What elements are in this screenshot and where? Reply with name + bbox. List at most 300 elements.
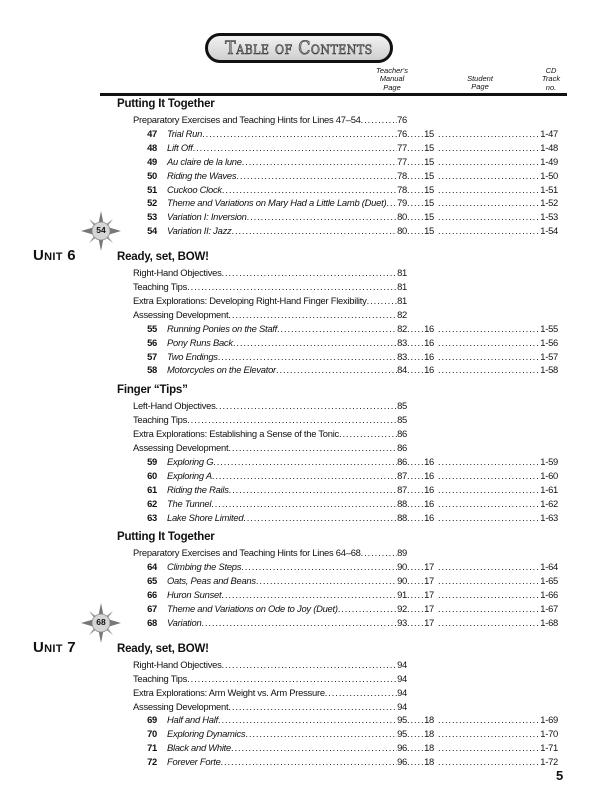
student-page: 17 — [424, 575, 434, 587]
student-page-segment — [407, 713, 434, 727]
toc-item-row — [133, 441, 407, 455]
dot-leader — [241, 560, 397, 574]
dot-leader — [407, 741, 424, 755]
song-row — [140, 155, 560, 169]
teacher-manual-page: 77 — [397, 155, 407, 167]
cd-track: 1-71 — [540, 742, 558, 754]
song-title-segment — [167, 155, 407, 169]
dot-leader — [407, 574, 424, 588]
dot-leader — [193, 141, 397, 155]
cd-track-segment — [434, 616, 558, 630]
teacher-manual-page: 83 — [397, 350, 407, 362]
cd-track-segment — [434, 727, 558, 741]
dot-leader — [201, 616, 397, 630]
song-title-segment — [167, 713, 407, 727]
cd-track-segment — [434, 196, 558, 210]
toc-item-title: Assessing Development — [133, 308, 229, 320]
teacher-manual-page: 94 — [397, 686, 407, 698]
song-number: 49 — [147, 155, 157, 167]
song-row — [140, 588, 560, 602]
song-title-segment — [167, 616, 407, 630]
student-page-segment — [407, 224, 434, 238]
dot-leader — [221, 755, 398, 769]
cd-track: 1-54 — [540, 225, 558, 237]
song-title-segment — [167, 574, 407, 588]
cd-track-segment — [434, 350, 558, 364]
cd-track: 1-50 — [540, 169, 558, 181]
toc-item-title: Extra Explorations: Developing Right-Hand Finger Flexibility — [133, 294, 367, 306]
song-title-segment — [167, 322, 407, 336]
toc-item-line — [133, 700, 407, 714]
song-row — [140, 497, 560, 511]
toc-item-row — [133, 700, 407, 714]
toc-item-title: Assessing Development — [133, 700, 229, 712]
teacher-manual-page: 86 — [397, 442, 407, 453]
toc-item-title: Assessing Development — [133, 442, 229, 453]
song-title-segment — [167, 511, 407, 525]
song-row — [140, 141, 560, 155]
toc-item-row — [133, 427, 407, 441]
cd-track: 1-60 — [540, 469, 558, 481]
cd-track: 1-53 — [540, 211, 558, 223]
student-page-segment — [407, 588, 434, 602]
dot-leader — [434, 127, 540, 141]
page-number: 5 — [556, 768, 564, 783]
dot-leader — [434, 363, 540, 377]
student-page-segment — [407, 322, 434, 336]
section-heading: Putting It Together — [117, 531, 215, 544]
toc-item-line — [133, 686, 407, 700]
column-header-teacher-manual-page — [362, 67, 422, 92]
song-title: Variation — [167, 616, 202, 628]
column-header-cd-track — [521, 67, 581, 92]
dot-leader — [367, 294, 398, 308]
student-page-segment — [407, 210, 434, 224]
section-heading: Ready, set, BOW! — [117, 251, 209, 264]
song-row — [140, 469, 560, 483]
column-header-line: Page — [383, 82, 401, 92]
dot-leader — [407, 350, 424, 364]
dot-leader — [221, 588, 397, 602]
toc-item-title: Preparatory Exercises and Teaching Hints for Lines 64–68 — [133, 547, 361, 559]
song-number: 61 — [147, 483, 157, 495]
dot-leader — [325, 686, 397, 700]
song-title: Trial Run — [167, 127, 203, 139]
teacher-manual-page: 85 — [397, 414, 407, 426]
song-title: Riding the Waves — [167, 169, 237, 181]
dot-leader — [245, 727, 397, 741]
badge-number: 54 — [96, 225, 106, 236]
teacher-manual-page: 94 — [397, 700, 407, 712]
teacher-manual-page: 81 — [397, 267, 407, 279]
student-page-segment — [407, 483, 434, 497]
song-row — [140, 511, 560, 525]
toc-item-line — [133, 546, 407, 560]
toc-item-row — [133, 113, 407, 127]
song-title-segment — [167, 363, 407, 377]
dot-leader — [407, 755, 424, 769]
cd-track: 1-59 — [540, 455, 558, 467]
song-title: Variation II: Jazz — [167, 225, 232, 237]
toc-item-title: Teaching Tips — [133, 281, 188, 292]
cd-track: 1-72 — [540, 756, 558, 768]
column-header-line: Track — [541, 74, 561, 84]
song-row — [140, 336, 560, 350]
cd-track: 1-61 — [540, 483, 558, 495]
song-title: Theme and Variations on Ode to Joy (Duet) — [167, 603, 338, 614]
teacher-manual-page: 86 — [397, 455, 407, 467]
dot-leader — [434, 169, 540, 183]
section-heading: Ready, set, BOW! — [117, 642, 209, 655]
dot-leader — [386, 196, 397, 210]
compass-badge — [81, 603, 121, 643]
cd-track: 1-49 — [540, 155, 558, 167]
dot-leader — [243, 511, 397, 525]
dot-leader — [407, 363, 424, 377]
header-divider — [100, 93, 567, 96]
dot-leader — [407, 469, 424, 483]
song-title-segment — [167, 183, 407, 197]
song-row — [140, 169, 560, 183]
dot-leader — [434, 483, 540, 497]
dot-leader — [218, 350, 397, 364]
student-page: 18 — [424, 756, 434, 768]
song-title-segment — [167, 727, 407, 741]
dot-leader — [187, 280, 397, 294]
unit-label: Unit 6 — [33, 247, 76, 265]
song-number: 69 — [147, 714, 157, 726]
dot-leader — [434, 616, 540, 630]
section-heading: Finger “Tips” — [117, 384, 188, 397]
teacher-manual-page: 87 — [397, 469, 407, 481]
dot-leader — [256, 574, 397, 588]
song-title-segment — [167, 336, 407, 350]
teacher-manual-page: 95 — [397, 728, 407, 740]
student-page: 15 — [424, 127, 434, 139]
song-row — [140, 602, 560, 616]
song-number: 57 — [147, 350, 157, 362]
toc-item-row — [133, 308, 407, 322]
song-number: 67 — [147, 603, 157, 614]
cd-track-segment — [434, 127, 558, 141]
song-title-segment — [167, 497, 407, 511]
toc-item-title: Teaching Tips — [133, 414, 188, 426]
dot-leader — [222, 658, 398, 672]
table-of-contents-banner — [205, 33, 393, 63]
teacher-manual-page: 96 — [397, 756, 407, 768]
song-row — [140, 224, 560, 238]
song-title: Exploring Dynamics — [167, 728, 246, 740]
student-page-segment — [407, 455, 434, 469]
song-row — [140, 727, 560, 741]
cd-track: 1-70 — [540, 728, 558, 740]
dot-leader — [407, 127, 424, 141]
dot-leader — [434, 210, 540, 224]
song-row — [140, 322, 560, 336]
cd-track-segment — [434, 322, 558, 336]
song-number: 66 — [147, 589, 157, 601]
cd-track-segment — [434, 602, 558, 616]
student-page-segment — [407, 560, 434, 574]
dot-leader — [407, 455, 424, 469]
cd-track-segment — [434, 224, 558, 238]
dot-leader — [434, 713, 540, 727]
toc-item-line — [133, 113, 407, 127]
song-row — [140, 183, 560, 197]
song-row — [140, 755, 560, 769]
cd-track-segment — [434, 455, 558, 469]
toc-item-line — [133, 658, 407, 672]
toc-item-row — [133, 280, 407, 294]
dot-leader — [407, 336, 424, 350]
toc-item-line — [133, 441, 407, 455]
song-title-segment — [167, 455, 407, 469]
student-page-segment — [407, 755, 434, 769]
cd-track: 1-55 — [540, 322, 558, 334]
song-title-segment — [167, 210, 407, 224]
student-page-segment — [407, 350, 434, 364]
student-page: 18 — [424, 728, 434, 740]
student-page: 15 — [424, 155, 434, 167]
toc-item-row — [133, 546, 407, 560]
dot-leader — [233, 336, 397, 350]
song-title: Lift Off — [167, 141, 193, 153]
dot-leader — [211, 497, 397, 511]
song-title-segment — [167, 560, 407, 574]
toc-item-row — [133, 413, 407, 427]
song-title: Huron Sunset — [167, 589, 222, 601]
compass-badge — [81, 211, 121, 251]
song-title: Cuckoo Clock — [167, 183, 222, 195]
cd-track-segment — [434, 336, 558, 350]
toc-item-line — [133, 399, 407, 413]
student-page: 17 — [424, 589, 434, 601]
song-number: 54 — [147, 225, 157, 237]
cd-track: 1-56 — [540, 336, 558, 348]
toc-item-line — [133, 294, 407, 308]
student-page-segment — [407, 155, 434, 169]
song-number: 47 — [147, 127, 157, 139]
cd-track: 1-64 — [540, 561, 558, 573]
song-title-segment — [167, 350, 407, 364]
dot-leader — [434, 602, 540, 616]
song-number: 63 — [147, 511, 157, 523]
song-title: Climbing the Steps — [167, 561, 242, 573]
student-page-segment — [407, 169, 434, 183]
dot-leader — [231, 224, 397, 238]
student-page: 16 — [424, 511, 434, 523]
song-title: Theme and Variations on Mary Had a Little Lamb (Duet) — [167, 197, 387, 209]
dot-leader — [229, 483, 397, 497]
toc-item-title: Left-Hand Objectives — [133, 400, 216, 412]
column-header-line: no. — [545, 82, 557, 92]
cd-track-segment — [434, 755, 558, 769]
cd-track: 1-48 — [540, 141, 558, 153]
song-row — [140, 616, 560, 630]
song-title-segment — [167, 141, 407, 155]
teacher-manual-page: 94 — [397, 672, 407, 684]
student-page-segment — [407, 616, 434, 630]
song-row — [140, 483, 560, 497]
dot-leader — [218, 713, 397, 727]
toc-item-line — [133, 266, 407, 280]
song-row — [140, 127, 560, 141]
column-header-line: Teacher's — [375, 66, 408, 75]
song-number: 60 — [147, 469, 157, 481]
dot-leader — [434, 727, 540, 741]
dot-leader — [434, 224, 540, 238]
teacher-manual-page: 92 — [397, 603, 407, 614]
column-header-line: Student — [467, 74, 493, 83]
teacher-manual-page: 76 — [397, 114, 407, 125]
toc-item-row — [133, 672, 407, 686]
dot-leader — [231, 741, 397, 755]
song-title-segment — [167, 602, 407, 616]
dot-leader — [407, 497, 424, 511]
dot-leader — [236, 169, 397, 183]
song-number: 55 — [147, 322, 157, 334]
dot-leader — [434, 322, 540, 336]
toc-item-row — [133, 658, 407, 672]
song-title: The Tunnel — [167, 497, 212, 509]
song-number: 48 — [147, 141, 157, 153]
cd-track-segment — [434, 741, 558, 755]
song-title: Variation I: Inversion — [167, 211, 247, 223]
toc-item-title: Preparatory Exercises and Teaching Hints for Lines 47–54 — [133, 114, 361, 125]
toc-item-title: Teaching Tips — [133, 672, 188, 684]
student-page: 17 — [424, 616, 434, 628]
student-page: 15 — [424, 141, 434, 153]
song-title-segment — [167, 741, 407, 755]
student-page: 17 — [424, 561, 434, 573]
song-row — [140, 350, 560, 364]
unit-label: Unit 7 — [33, 638, 76, 656]
teacher-manual-page: 88 — [397, 497, 407, 509]
toc-item-row — [133, 294, 407, 308]
cd-track: 1-68 — [540, 616, 558, 628]
teacher-manual-page: 95 — [397, 714, 407, 726]
cd-track: 1-67 — [540, 603, 558, 614]
song-title: Motorcycles on the Elevator — [167, 364, 276, 376]
song-row — [140, 363, 560, 377]
toc-item-title: Right-Hand Objectives — [133, 267, 222, 279]
cd-track-segment — [434, 210, 558, 224]
song-number: 72 — [147, 756, 157, 768]
cd-track-segment — [434, 483, 558, 497]
dot-leader — [216, 399, 398, 413]
dot-leader — [407, 616, 424, 630]
dot-leader — [434, 511, 540, 525]
student-page-segment — [407, 363, 434, 377]
dot-leader — [187, 413, 397, 427]
song-number: 70 — [147, 728, 157, 740]
dot-leader — [407, 602, 424, 616]
student-page-segment — [407, 727, 434, 741]
song-title-segment — [167, 469, 407, 483]
teacher-manual-page: 80 — [397, 211, 407, 223]
dot-leader — [434, 350, 540, 364]
teacher-manual-page: 96 — [397, 742, 407, 754]
toc-item-line — [133, 427, 407, 441]
dot-leader — [434, 196, 540, 210]
student-page-segment — [407, 196, 434, 210]
song-title: Black and White — [167, 742, 231, 754]
cd-track-segment — [434, 169, 558, 183]
teacher-manual-page: 83 — [397, 336, 407, 348]
song-title: Lake Shore Limited — [167, 511, 244, 523]
teacher-manual-page: 85 — [397, 400, 407, 412]
song-title: Au claire de la lune — [167, 155, 242, 167]
cd-track-segment — [434, 183, 558, 197]
teacher-manual-page: 77 — [397, 141, 407, 153]
cd-track: 1-69 — [540, 714, 558, 726]
dot-leader — [361, 546, 397, 560]
student-page-segment — [407, 511, 434, 525]
song-row — [140, 713, 560, 727]
cd-track: 1-58 — [540, 364, 558, 376]
toc-item-row — [133, 266, 407, 280]
student-page-segment — [407, 336, 434, 350]
student-page: 16 — [424, 483, 434, 495]
student-page: 15 — [424, 211, 434, 223]
student-page-segment — [407, 469, 434, 483]
dot-leader — [228, 441, 397, 455]
page-title: Table of Contents — [225, 37, 373, 59]
cd-track: 1-47 — [540, 127, 558, 139]
song-number: 62 — [147, 497, 157, 509]
student-page: 15 — [424, 197, 434, 209]
song-title: Running Ponies on the Staff — [167, 322, 277, 334]
student-page: 18 — [424, 714, 434, 726]
dot-leader — [434, 741, 540, 755]
song-number: 53 — [147, 211, 157, 223]
dot-leader — [407, 155, 424, 169]
student-page-segment — [407, 141, 434, 155]
song-title-segment — [167, 588, 407, 602]
student-page-segment — [407, 183, 434, 197]
dot-leader — [222, 266, 398, 280]
student-page: 16 — [424, 336, 434, 348]
dot-leader — [407, 511, 424, 525]
dot-leader — [407, 210, 424, 224]
student-page: 18 — [424, 742, 434, 754]
toc-item-title: Extra Explorations: Arm Weight vs. Arm Pressure — [133, 686, 325, 698]
song-title: Riding the Rails — [167, 483, 229, 495]
song-title: Two Endings — [167, 350, 218, 362]
badge-number: 68 — [96, 616, 106, 627]
dot-leader — [361, 113, 397, 127]
toc-item-row — [133, 399, 407, 413]
song-row — [140, 210, 560, 224]
teacher-manual-page: 90 — [397, 561, 407, 573]
dot-leader — [407, 322, 424, 336]
student-page: 15 — [424, 183, 434, 195]
song-number: 51 — [147, 183, 157, 195]
dot-leader — [434, 183, 540, 197]
cd-track-segment — [434, 469, 558, 483]
song-title-segment — [167, 224, 407, 238]
dot-leader — [434, 469, 540, 483]
song-title: Half and Half — [167, 714, 218, 726]
student-page: 16 — [424, 364, 434, 376]
teacher-manual-page: 90 — [397, 575, 407, 587]
teacher-manual-page: 79 — [397, 197, 407, 209]
cd-track-segment — [434, 497, 558, 511]
song-title: Exploring G — [167, 455, 214, 467]
cd-track: 1-51 — [540, 183, 558, 195]
student-page-segment — [407, 602, 434, 616]
song-title: Forever Forte — [167, 756, 221, 768]
